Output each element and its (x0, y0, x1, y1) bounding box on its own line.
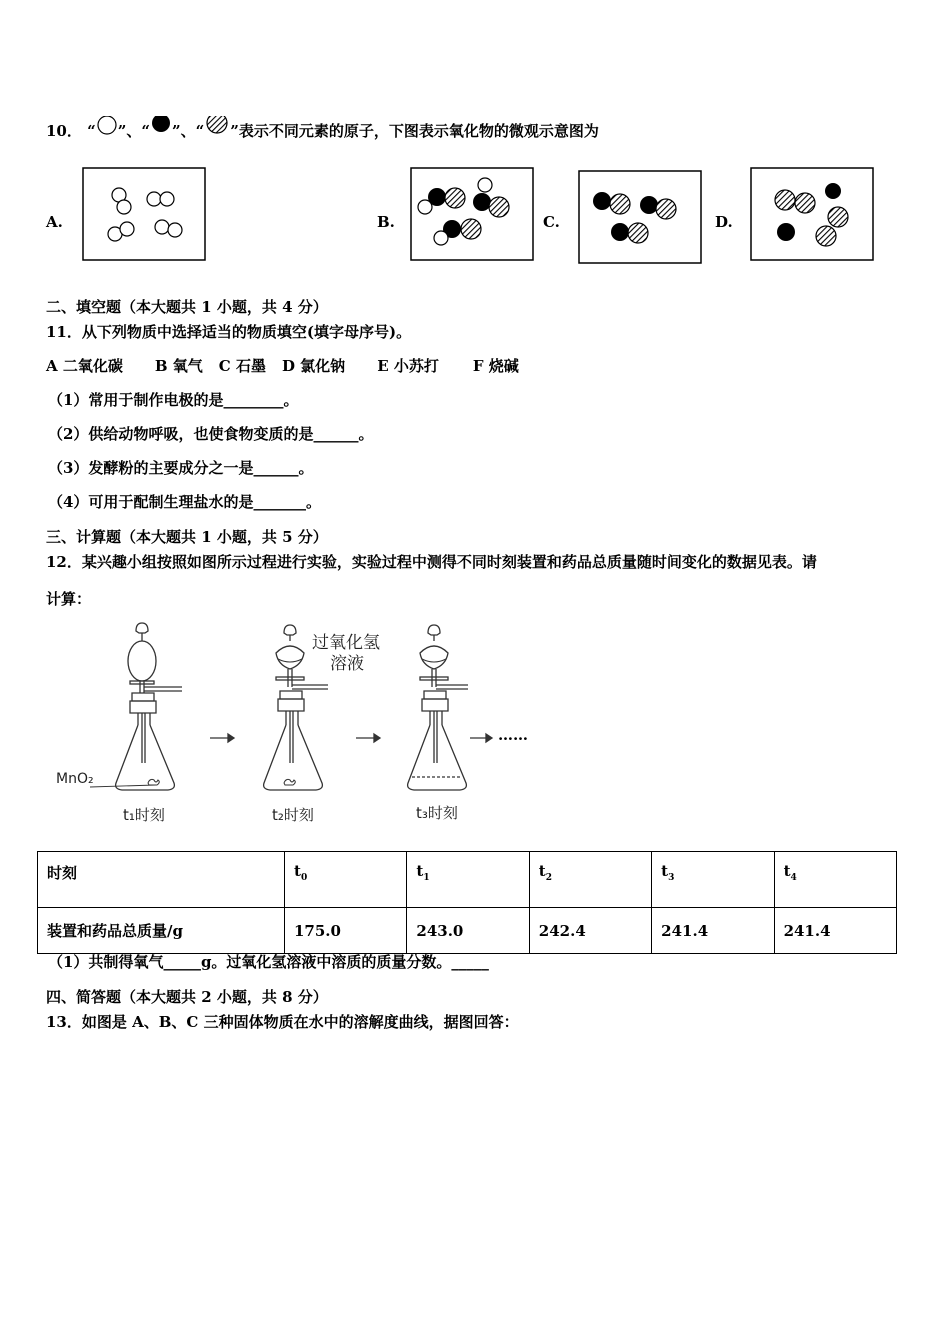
option-a-label[interactable]: A. (46, 213, 63, 231)
header-t3: $t_3$ (652, 852, 774, 908)
value-t3: 241.4 (652, 908, 774, 954)
choice-d: D 氯化钠 (281, 357, 346, 375)
q12-line1: 12．某兴趣小组按照如图所示过程进行实验，实验过程中测得不同时刻装置和药品总质量随时间变化的数据见表。请 (46, 553, 817, 571)
option-c-label[interactable]: C. (543, 213, 560, 231)
h2o2-label-1: 过氧化氢 (312, 633, 380, 653)
option-a-diagram[interactable] (82, 167, 206, 261)
hatched-atom-icon (204, 116, 230, 138)
q12-sub1: （1）共制得氧气_____g。过氧化氢溶液中溶质的质量分数。_____ (48, 953, 489, 971)
header-time: 时刻 (38, 852, 285, 908)
choice-e: E 小苏打 (377, 357, 439, 375)
option-d-diagram[interactable] (750, 167, 874, 261)
q12-line2: 计算： (46, 590, 92, 608)
t1-label: t₁时刻 (123, 806, 165, 824)
header-t4: $t_4$ (774, 852, 896, 908)
option-d-label[interactable]: D. (715, 213, 733, 231)
mno2-label: MnO₂ (56, 771, 94, 787)
choice-b: B 氧气 (154, 357, 203, 375)
value-t0: 175.0 (285, 908, 407, 954)
table-header-row (38, 852, 897, 908)
q11-sub4: （4）可用于配制生理盐水的是_______。 (48, 493, 321, 511)
q11-choices (46, 355, 519, 376)
value-t2: 242.4 (529, 908, 651, 954)
header-t2: $t_2$ (529, 852, 651, 908)
white-atom-icon (96, 116, 118, 138)
q13-text: 13．如图是 A、B、C 三种固体物质在水中的溶解度曲线，据图回答： (46, 1013, 519, 1031)
t3-label: t₃时刻 (416, 804, 458, 822)
mass-table (37, 851, 897, 954)
t2-label: t₂时刻 (272, 806, 314, 824)
choice-f: F 烧碱 (472, 357, 519, 375)
black-atom-icon (150, 116, 172, 138)
value-t1: 243.0 (407, 908, 529, 954)
figure-ellipsis: …… (498, 726, 528, 744)
header-t1: $t_1$ (407, 852, 529, 908)
apparatus-figure (50, 615, 550, 835)
choice-a: A 二氧化碳 (46, 357, 123, 375)
q10-line: 10． “ ”、“ ”、“ ”表示不同元素的原子，下图表示氧化物的微观示意图为 (46, 116, 599, 141)
q11-text: 11．从下列物质中选择适当的物质填空(填字母序号)。 (46, 323, 412, 341)
q10-number: 10． (46, 122, 82, 140)
header-t0: $t_0$ (285, 852, 407, 908)
flask-t3 (408, 625, 468, 790)
q11-sub3: （3）发酵粉的主要成分之一是______。 (48, 459, 314, 477)
section2-heading: 二、填空题（本大题共 1 小题，共 4 分） (46, 298, 328, 316)
option-b-label[interactable]: B. (377, 213, 395, 231)
h2o2-label-2: 溶液 (330, 654, 364, 674)
q11-sub1: （1）常用于制作电极的是________。 (48, 391, 299, 409)
flask-t1 (116, 623, 182, 790)
option-c-diagram[interactable] (578, 170, 702, 264)
table-row (38, 908, 897, 954)
value-t4: 241.4 (774, 908, 896, 954)
choice-c: C 石墨 (218, 357, 266, 375)
option-b-diagram[interactable] (410, 167, 534, 261)
row-label: 装置和药品总质量/g (38, 908, 285, 954)
section3-heading: 三、计算题（本大题共 1 小题，共 5 分） (46, 528, 328, 546)
q11-sub2: （2）供给动物呼吸，也使食物变质的是______。 (48, 425, 374, 443)
section4-heading: 四、简答题（本大题共 2 小题，共 8 分） (46, 988, 328, 1006)
